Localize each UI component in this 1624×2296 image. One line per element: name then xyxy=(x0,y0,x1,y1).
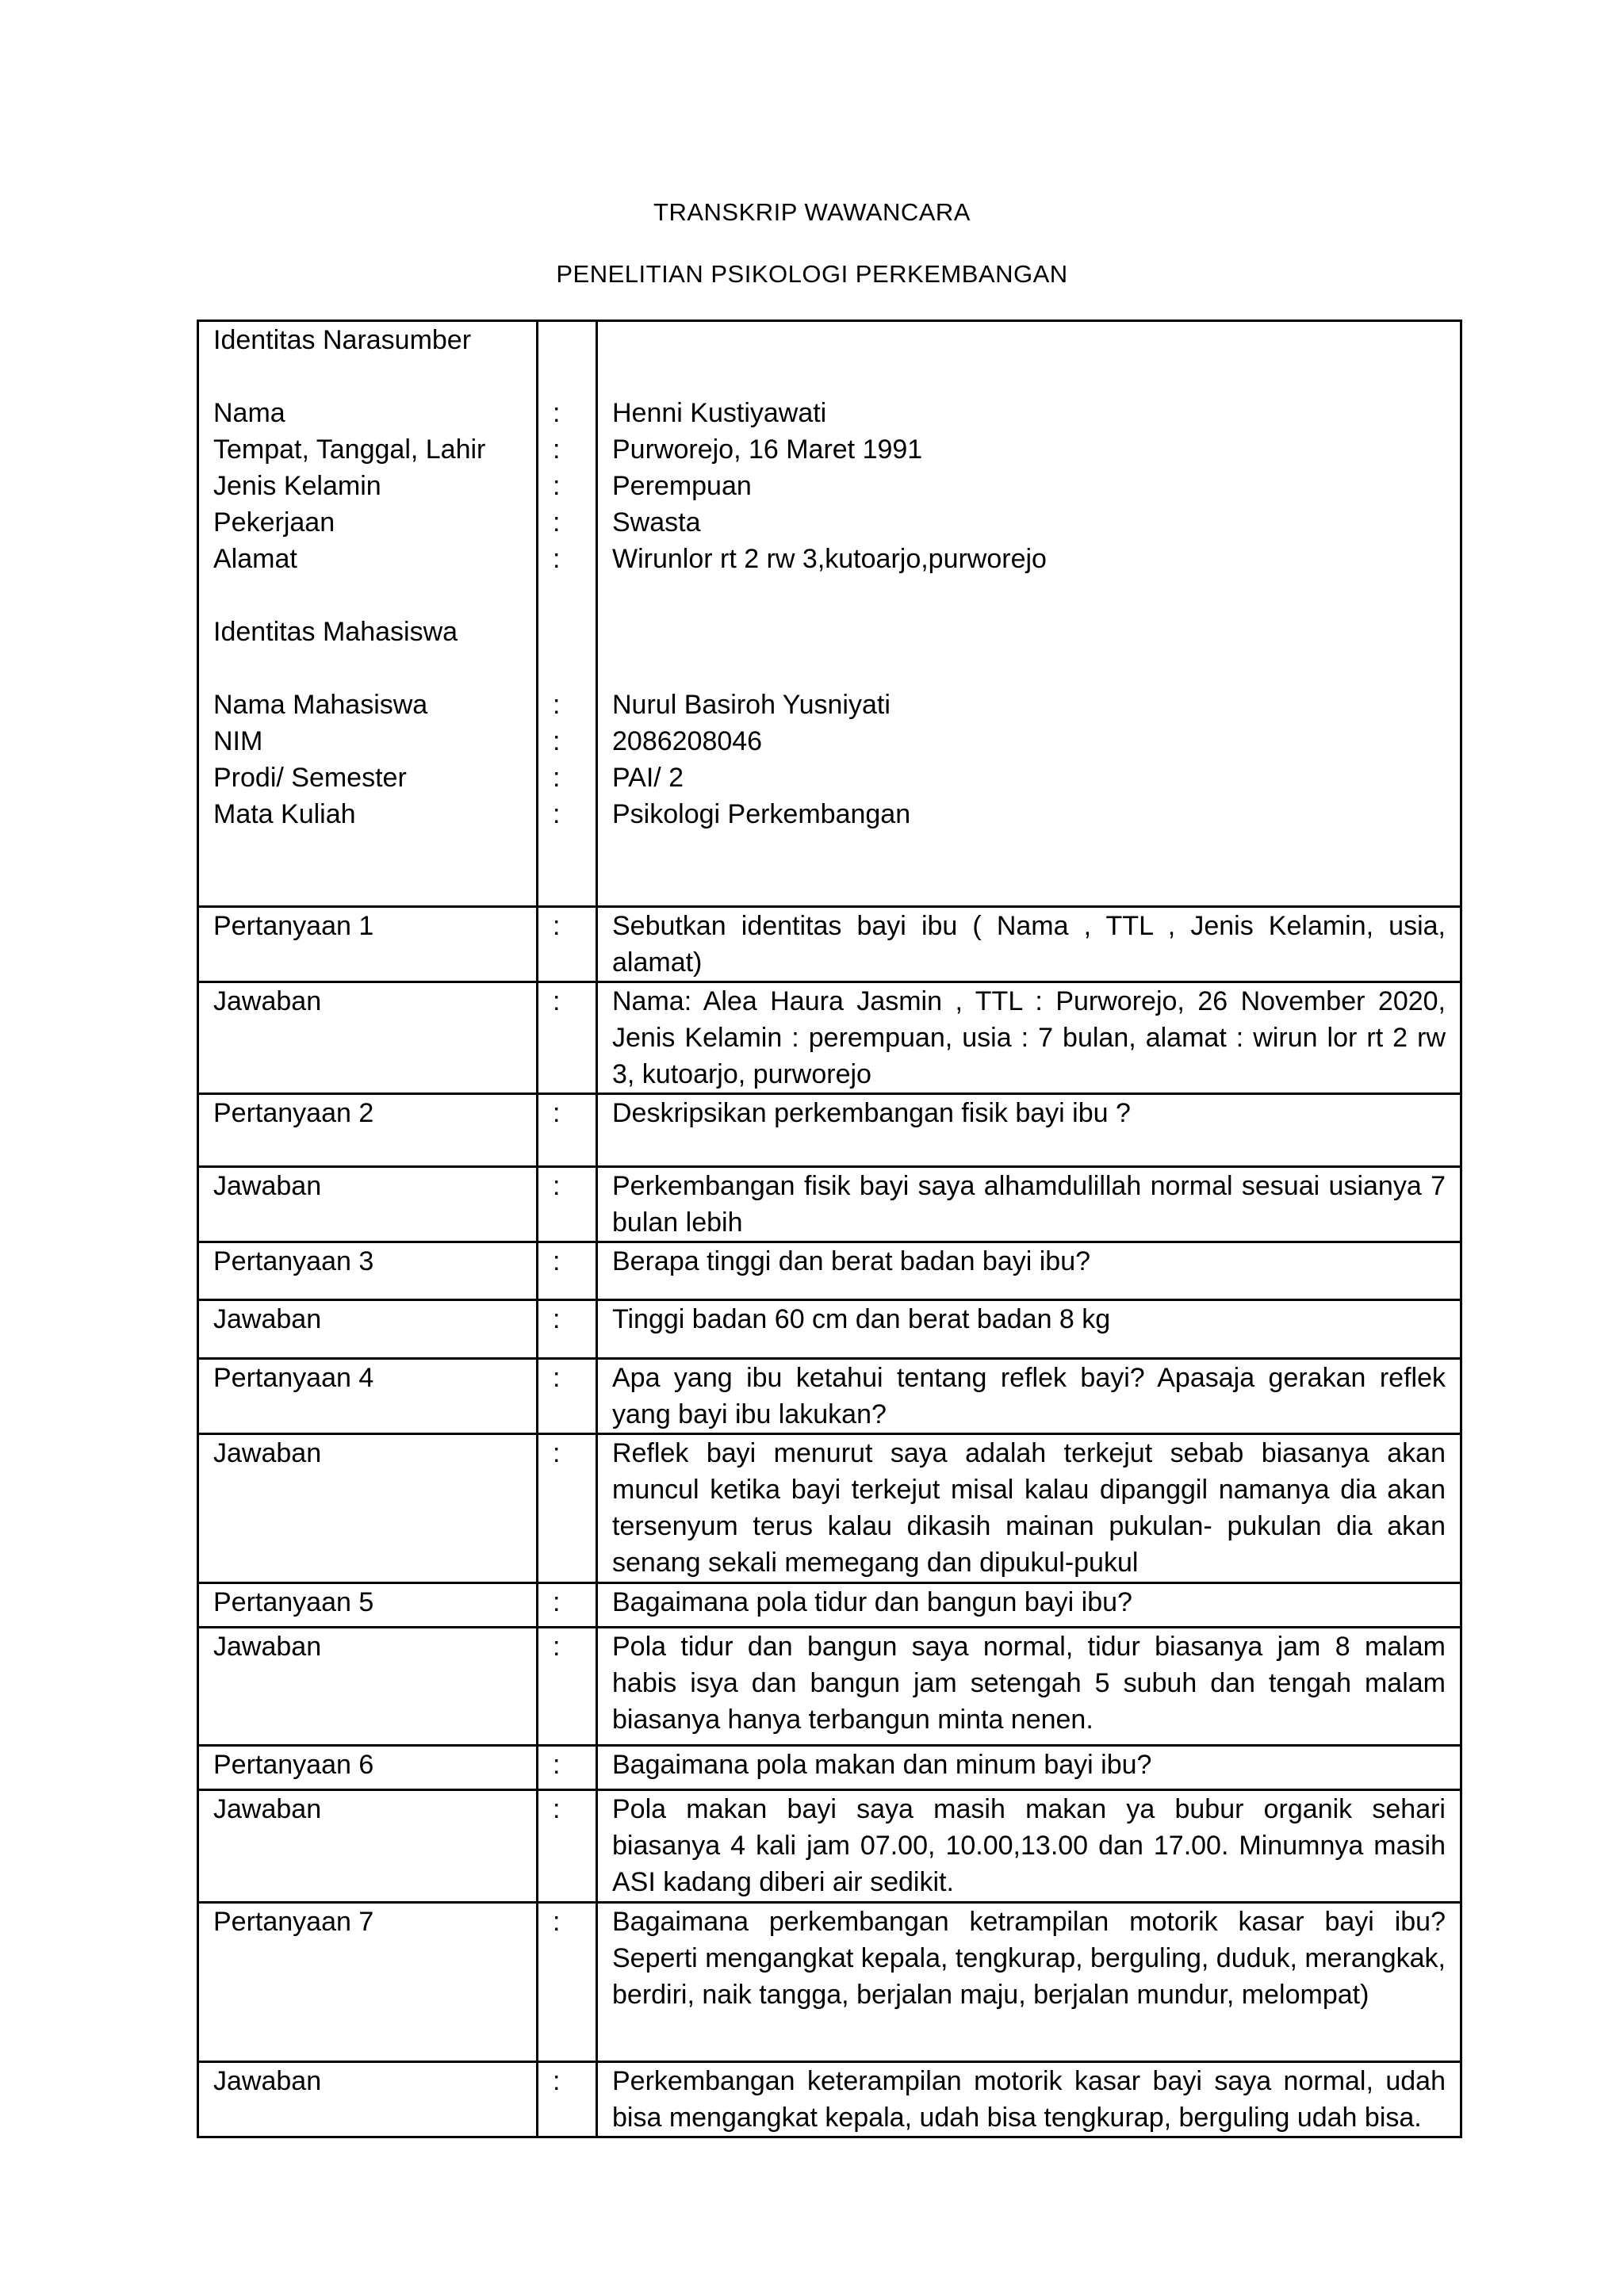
question-row xyxy=(198,1746,1461,1790)
row-label: Pertanyaan 1 xyxy=(198,907,538,982)
question-text: Sebutkan identitas bayi ibu ( Nama , TTL , Jenis Kelamin, usia, alamat) xyxy=(597,907,1461,982)
identity-values xyxy=(597,321,1461,907)
row-label: Pertanyaan 5 xyxy=(198,1583,538,1628)
answer-text: Tinggi badan 60 cm dan berat badan 8 kg xyxy=(597,1300,1461,1359)
answer-row xyxy=(198,1628,1461,1746)
question-row xyxy=(198,907,1461,982)
answer-text: Reflek bayi menurut saya adalah terkejut sebab biasanya akan muncul ketika bayi terkejut misal kalau dipanggil namanya dia akan tersenyum terus kalau dikasih mainan pukulan- pukulan dia akan senang sekali memegang dan dipukul-pukul xyxy=(597,1434,1461,1583)
colon: : xyxy=(553,799,561,829)
row-colon: : xyxy=(538,982,597,1094)
identity-labels xyxy=(198,321,538,907)
question-text: Bagaimana pola tidur dan bangun bayi ibu? xyxy=(597,1583,1461,1628)
label-nama-mahasiswa: Nama Mahasiswa xyxy=(213,690,428,720)
row-colon: : xyxy=(538,1094,597,1167)
answer-text: Pola tidur dan bangun saya normal, tidur biasanya jam 8 malam habis isya dan bangun jam setengah 5 subuh dan tengah malam biasanya hanya terbangun minta nenen. xyxy=(597,1628,1461,1746)
row-label: Pertanyaan 3 xyxy=(198,1242,538,1300)
question-row xyxy=(198,1903,1461,2062)
row-label: Jawaban xyxy=(198,982,538,1094)
colon: : xyxy=(553,471,561,501)
row-colon: : xyxy=(538,1300,597,1359)
row-label: Jawaban xyxy=(198,1167,538,1242)
value-nama: Henni Kustiyawati xyxy=(612,398,827,428)
row-label: Jawaban xyxy=(198,1300,538,1359)
question-text: Berapa tinggi dan berat badan bayi ibu? xyxy=(597,1242,1461,1300)
identity-colons xyxy=(538,321,597,907)
answer-row xyxy=(198,2062,1461,2137)
label-jenis-kelamin: Jenis Kelamin xyxy=(213,471,381,501)
colon: : xyxy=(553,398,561,428)
row-label: Jawaban xyxy=(198,1434,538,1583)
label-mata-kuliah: Mata Kuliah xyxy=(213,799,356,829)
row-colon: : xyxy=(538,1167,597,1242)
answer-text: Perkembangan keterampilan motorik kasar bayi saya normal, udah bisa mengangkat kepala, udah bisa tengkurap, berguling udah bisa. xyxy=(597,2062,1461,2137)
answer-text: Nama: Alea Haura Jasmin , TTL : Purworejo, 26 November 2020, Jenis Kelamin : perempuan, usia : 7 bulan, alamat : wirun lor rt 2 rw 3, kutoarjo, purworejo xyxy=(597,982,1461,1094)
row-colon: : xyxy=(538,1434,597,1583)
row-label: Jawaban xyxy=(198,2062,538,2137)
row-label: Pertanyaan 6 xyxy=(198,1746,538,1790)
question-row xyxy=(198,1094,1461,1167)
row-colon: : xyxy=(538,1628,597,1746)
answer-row xyxy=(198,1790,1461,1903)
narasumber-heading: Identitas Narasumber xyxy=(213,325,472,355)
colon: : xyxy=(553,544,561,574)
question-row xyxy=(198,1242,1461,1300)
value-pekerjaan: Swasta xyxy=(612,507,701,538)
label-prodi-semester: Prodi/ Semester xyxy=(213,763,407,793)
value-prodi-semester: PAI/ 2 xyxy=(612,763,684,793)
answer-text: Pola makan bayi saya masih makan ya bubur organik sehari biasanya 4 kali jam 07.00, 10.00,13.00 dan 17.00. Minumnya masih ASI kadang diberi air sedikit. xyxy=(597,1790,1461,1903)
row-colon: : xyxy=(538,2062,597,2137)
answer-text: Perkembangan fisik bayi saya alhamdulillah normal sesuai usianya 7 bulan lebih xyxy=(597,1167,1461,1242)
label-nama: Nama xyxy=(213,398,285,428)
row-label: Pertanyaan 7 xyxy=(198,1903,538,2062)
question-row xyxy=(198,1359,1461,1434)
question-text: Bagaimana pola makan dan minum bayi ibu? xyxy=(597,1746,1461,1790)
answer-row xyxy=(198,982,1461,1094)
label-pekerjaan: Pekerjaan xyxy=(213,507,335,538)
interview-table xyxy=(197,320,1462,2138)
colon: : xyxy=(553,434,561,465)
colon: : xyxy=(553,507,561,538)
document-subtitle: PENELITIAN PSIKOLOGI PERKEMBANGAN xyxy=(556,260,1068,288)
colon: : xyxy=(553,763,561,793)
row-colon: : xyxy=(538,1790,597,1903)
label-alamat: Alamat xyxy=(213,544,297,574)
value-ttl: Purworejo, 16 Maret 1991 xyxy=(612,434,923,465)
row-colon: : xyxy=(538,1746,597,1790)
value-alamat: Wirunlor rt 2 rw 3,kutoarjo,purworejo xyxy=(612,544,1047,574)
row-colon: : xyxy=(538,907,597,982)
row-label: Jawaban xyxy=(198,1628,538,1746)
value-jenis-kelamin: Perempuan xyxy=(612,471,752,501)
identity-row xyxy=(198,321,1461,907)
row-label: Jawaban xyxy=(198,1790,538,1903)
label-nim: NIM xyxy=(213,726,263,756)
row-colon: : xyxy=(538,1583,597,1628)
question-text: Bagaimana perkembangan ketrampilan motorik kasar bayi ibu? Seperti mengangkat kepala, tengkurap, berguling, duduk, merangkak, berdiri, naik tangga, berjalan maju, berjalan mundur, melompat) xyxy=(597,1903,1461,2062)
answer-row xyxy=(198,1434,1461,1583)
question-text: Deskripsikan perkembangan fisik bayi ibu ? xyxy=(597,1094,1461,1167)
answer-row xyxy=(198,1167,1461,1242)
label-ttl: Tempat, Tanggal, Lahir xyxy=(213,434,486,465)
question-row xyxy=(198,1583,1461,1628)
mahasiswa-heading: Identitas Mahasiswa xyxy=(213,617,458,647)
row-label: Pertanyaan 4 xyxy=(198,1359,538,1434)
row-colon: : xyxy=(538,1242,597,1300)
row-label: Pertanyaan 2 xyxy=(198,1094,538,1167)
value-mata-kuliah: Psikologi Perkembangan xyxy=(612,799,911,829)
value-nim: 2086208046 xyxy=(612,726,763,756)
question-text: Apa yang ibu ketahui tentang reflek bayi? Apasaja gerakan reflek yang bayi ibu lakukan? xyxy=(597,1359,1461,1434)
colon: : xyxy=(553,690,561,720)
row-colon: : xyxy=(538,1903,597,2062)
document-title: TRANSKRIP WAWANCARA xyxy=(653,198,971,226)
answer-row xyxy=(198,1300,1461,1359)
colon: : xyxy=(553,726,561,756)
row-colon: : xyxy=(538,1359,597,1434)
value-nama-mahasiswa: Nurul Basiroh Yusniyati xyxy=(612,690,891,720)
